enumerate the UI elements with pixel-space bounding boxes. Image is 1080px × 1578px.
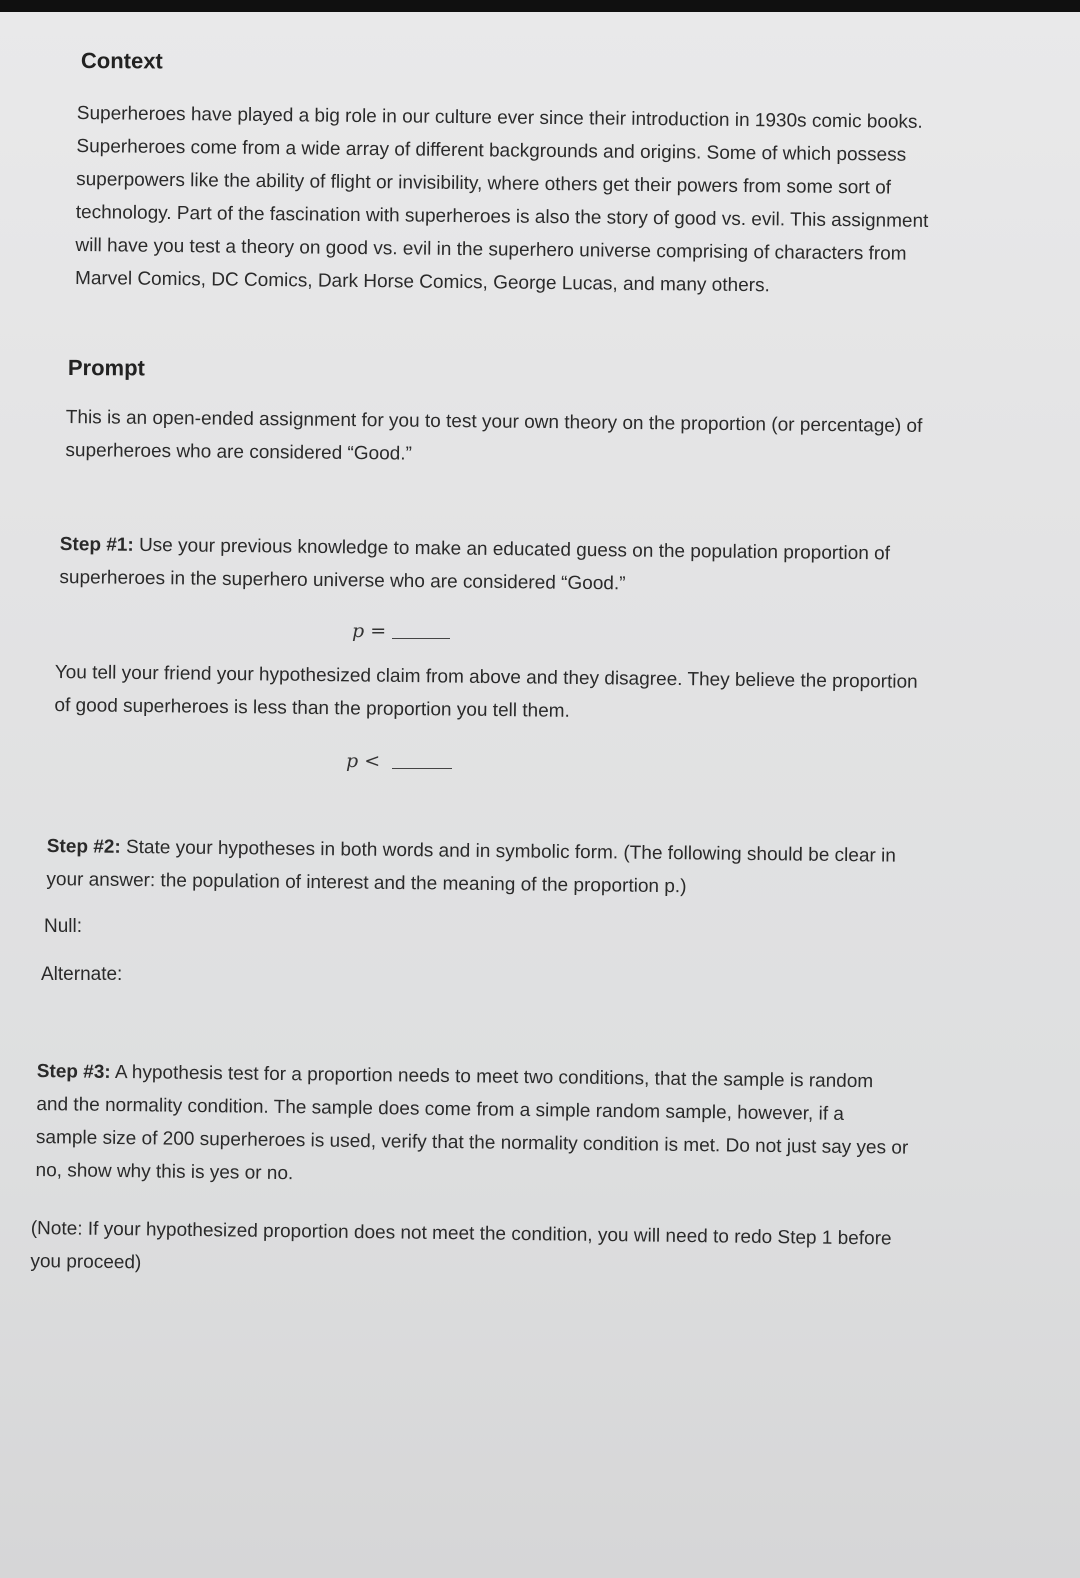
note-line: (Note: If your hypothesized proportion does not meet the condition, you will need to redo Step 1 before	[30, 1217, 892, 1250]
step1-line: superheroes in the superhero universe who are considered “Good.”	[59, 566, 626, 595]
alternate-label: Alternate:	[41, 964, 123, 985]
context-line: Superheroes come from a wide array of different backgrounds and origins. Some of which possess	[76, 135, 907, 166]
step1-paragraph	[59, 528, 1000, 605]
step3-line: and the normality condition. The sample does come from a simple random sample, however, if a	[36, 1093, 845, 1125]
p-less-blank[interactable]	[392, 754, 452, 769]
prompt-heading: Prompt	[67, 354, 145, 381]
null-label: Null:	[44, 916, 83, 937]
proportion-equals-formula	[352, 620, 450, 642]
step3-text: A hypothesis test for a proportion needs to meet two conditions, that the sample is random	[110, 1061, 874, 1093]
step1-label: Step #1:	[59, 533, 134, 556]
context-line: technology. Part of the fascination with superheroes is also the story of good vs. evil. This assignment	[75, 201, 929, 232]
step2-line: your answer: the population of interest and the meaning of the proportion p.)	[46, 868, 687, 898]
proportion-less-formula	[346, 750, 452, 772]
step3-label: Step #3:	[36, 1060, 111, 1083]
step3-line: no, show why this is yes or no.	[35, 1159, 294, 1185]
p-equals-text: p =	[352, 620, 387, 642]
note-line: you proceed)	[30, 1250, 142, 1274]
step3-note	[30, 1212, 1021, 1290]
context-line: Marvel Comics, DC Comics, Dark Horse Comics, George Lucas, and many others.	[74, 267, 770, 297]
friend-line: You tell your friend your hypothesized claim from above and they disagree. They believe the proportion	[54, 661, 918, 693]
prompt-line: superheroes who are considered “Good.”	[65, 439, 412, 465]
context-paragraph	[75, 97, 1037, 305]
friend-line: of good superheroes is less than the proportion you tell them.	[54, 694, 570, 722]
step2-text: State your hypotheses in both words and in symbolic form. (The following should be clear in	[120, 836, 896, 867]
step1-text: Use your previous knowledge to make an educated guess on the population proportion of	[133, 534, 891, 565]
step2-label: Step #2:	[46, 835, 121, 858]
prompt-paragraph	[65, 401, 1036, 477]
context-heading: Context	[80, 47, 163, 74]
context-line: superpowers like the ability of flight or invisibility, where others get their powers from some sort of	[76, 168, 892, 199]
step3-paragraph	[35, 1055, 1022, 1199]
context-line: Superheroes have played a big role in our culture ever since their introduction in 1930s comic books.	[76, 102, 923, 133]
top-dark-edge	[0, 0, 1080, 12]
context-line: will have you test a theory on good vs. evil in the superhero universe comprising of characters from	[75, 234, 907, 265]
prompt-line: This is an open-ended assignment for you to test your own theory on the proportion (or percentage) of	[65, 406, 923, 437]
friend-paragraph	[54, 656, 1035, 733]
step3-line: sample size of 200 superheroes is used, verify that the normality condition is met. Do not just say yes or	[35, 1126, 909, 1159]
p-equals-blank[interactable]	[392, 624, 450, 639]
step2-paragraph	[46, 830, 1007, 907]
p-less-text: p <	[346, 750, 381, 772]
